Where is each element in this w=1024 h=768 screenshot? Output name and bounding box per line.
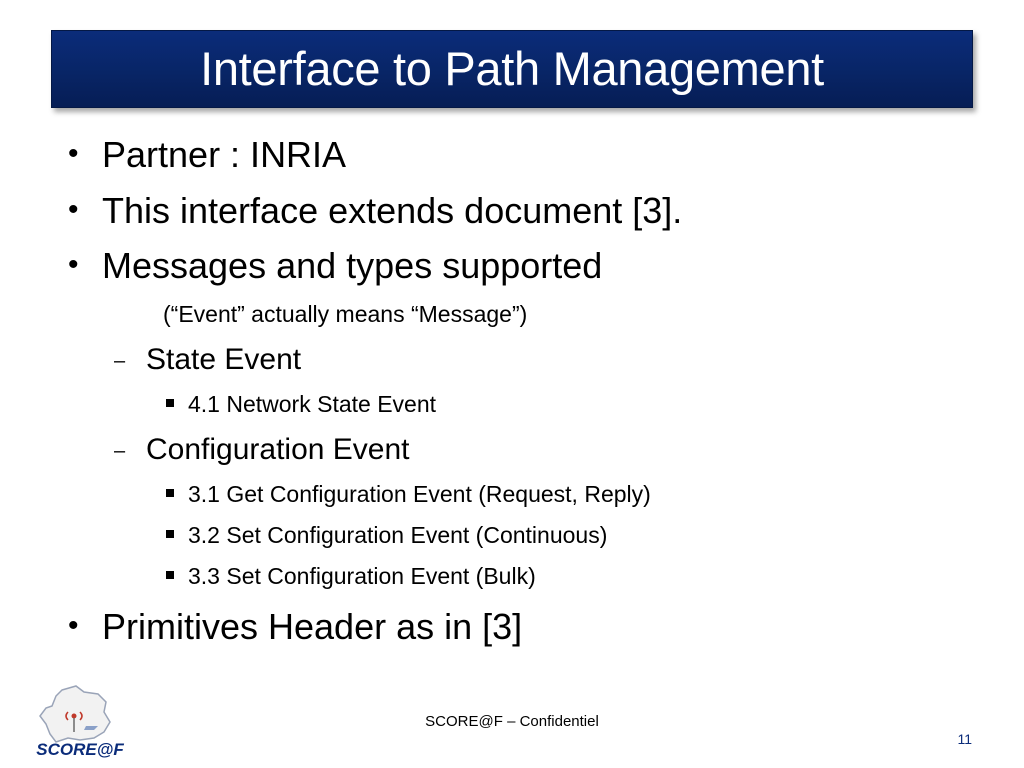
sub-sub-bullet-item: [166, 521, 607, 549]
note-text: (“Event” actually means “Message”): [163, 301, 528, 327]
square-bullet-icon: [166, 571, 174, 579]
dash-icon: –: [114, 440, 126, 462]
square-bullet-icon: [166, 489, 174, 497]
sub-bullet-item: [114, 342, 301, 380]
bullet-icon: •: [68, 137, 79, 170]
sub-sub-bullet-text: 3.3 Set Configuration Event (Bulk): [188, 563, 536, 589]
footer-confidential: SCORE@F – Confidentiel: [425, 713, 599, 730]
page-number: 11: [957, 731, 972, 747]
sub-sub-bullet-item: [166, 562, 536, 590]
bullet-text: Messages and types supported: [102, 245, 603, 286]
sub-bullet-text: State Event: [146, 343, 302, 376]
bullet-item: [68, 245, 602, 287]
sub-sub-bullet-item: [166, 390, 436, 418]
dash-icon: –: [114, 350, 126, 372]
sub-sub-bullet-text: 3.2 Set Configuration Event (Continuous): [188, 522, 608, 548]
bullet-item: [68, 190, 682, 232]
sub-sub-bullet-text: 3.1 Get Configuration Event (Request, Reply): [188, 481, 651, 507]
square-bullet-icon: [166, 530, 174, 538]
bullet-item: [68, 606, 522, 648]
sub-bullet-item: [114, 432, 410, 470]
bullet-text: This interface extends document [3].: [102, 190, 683, 231]
bullet-icon: •: [68, 193, 79, 226]
bullet-icon: •: [68, 248, 79, 281]
sub-bullet-text: Configuration Event: [146, 433, 410, 466]
sub-sub-bullet-text: 4.1 Network State Event: [188, 391, 437, 417]
bullet-item: [68, 134, 346, 176]
bullet-icon: •: [68, 609, 79, 642]
square-bullet-icon: [166, 399, 174, 407]
logo-text: SCORE@F: [36, 740, 124, 759]
bullet-text: Primitives Header as in [3]: [102, 606, 523, 647]
sub-sub-bullet-item: [166, 480, 651, 508]
bullet-text: Partner : INRIA: [102, 134, 347, 175]
slide-title: Interface to Path Management: [200, 42, 824, 95]
